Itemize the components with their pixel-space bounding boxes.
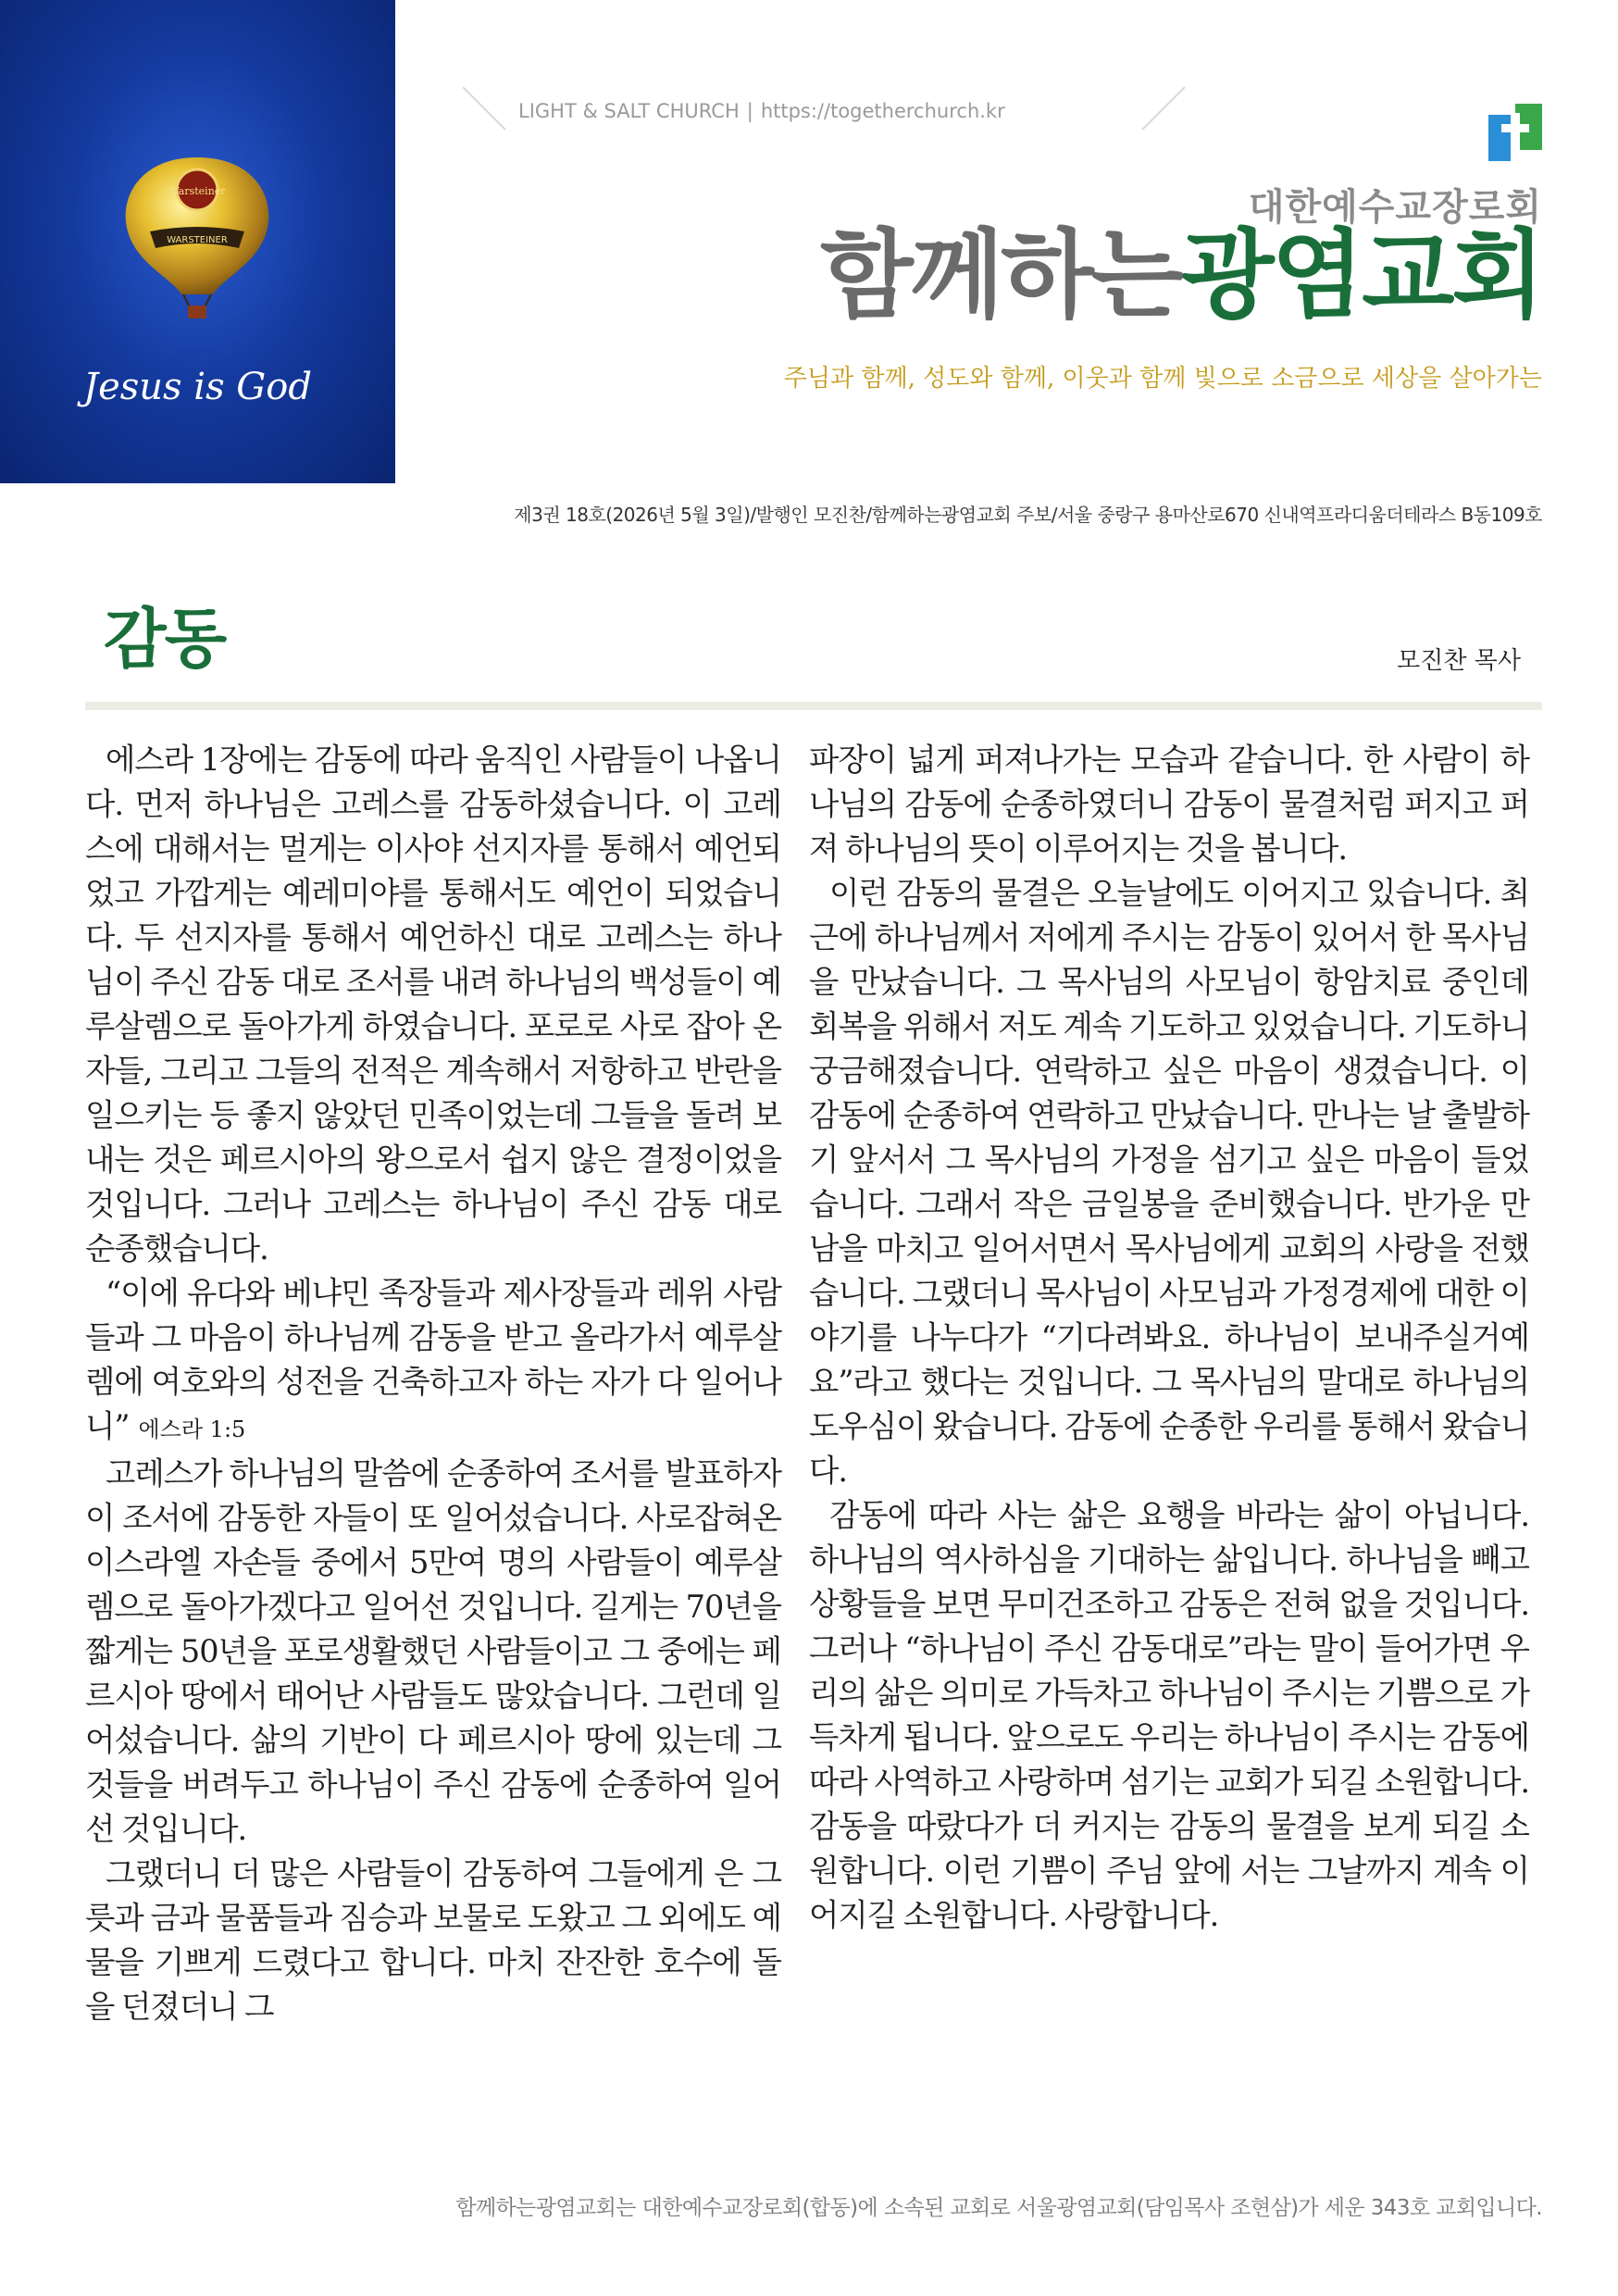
header-topline — [518, 100, 1111, 122]
church-name-part2: 광염교회 — [1181, 218, 1542, 331]
church-name — [820, 218, 1542, 331]
paragraph: 감동에 따라 사는 삶은 요행을 바라는 삶이 아닙니다. 하나님의 역사하심을 기대하는 삶입니다. 하나님을 빼고 상황들을 보면 무미건조하고 감동은 전혀 없을 것입니다. 그러나 “하나님이 주신 감동대로”라는 말이 들어가면 우리의 삶은 의미로 가득차고 하나님이 주시는 기쁨으로 가득차게 됩니다. 앞으로도 우리는 하나님이 주시는 감동에 따라 사역하고 사랑하며 섬기는 교회가 되길 소원합니다. 감동을 따랐다가 더 커지는 감동의 물결을 보게 되길 소원합니다. 이런 기쁨이 주님 앞에 서는 그날까지 계속 이어지길 소원합니다. 사랑합니다. — [809, 1497, 1529, 1933]
quote-text: “이에 유다와 베냐민 족장들과 제사장들과 레위 사람들과 그 마음이 하나님께 감동을 받고 올라가서 예루살렘에 여호와의 성전을 건축하고자 하는 자가 다 일어나니” — [85, 1275, 781, 1444]
balloon-brand-text: Warsteiner — [168, 185, 226, 197]
footer-note: 함께하는광염교회는 대한예수교장로회(합동)에 소속된 교회로 서울광염교회(담임목사 조현삼)가 세운 343호 교회입니다. — [455, 2196, 1542, 2220]
church-cross-logo-icon — [1488, 104, 1542, 168]
article-title: 감동 — [104, 601, 226, 677]
cover-caption: Jesus is God — [83, 366, 312, 408]
decorative-line-left — [463, 81, 518, 137]
title-divider — [85, 702, 1542, 710]
church-url-link[interactable]: https://togetherchurch.kr — [760, 100, 1005, 122]
quote-reference: 에스라 1:5 — [138, 1416, 246, 1442]
church-name-part1: 함께하는 — [820, 218, 1182, 331]
cover-image — [0, 0, 395, 483]
paragraph: 고레스가 하나님의 말씀에 순종하여 조서를 발표하자 이 조서에 감동한 자들이 또 일어섰습니다. 사로잡혀온 이스라엘 자손들 중에서 5만여 명의 사람들이 예루살렘으로 돌아가겠다고 일어선 것입니다. 길게는 70년을 짧게는 50년을 포로생활했던 사람들이고 그 중에는 페르시아 땅에서 태어난 사람들도 많았습니다. 그런데 일어섰습니다. 삶의 기반이 다 페르시아 땅에 있는데 그것들을 버려두고 하나님이 주신 감동에 순종하여 일어선 것입니다. — [85, 1455, 781, 1847]
scripture-quote — [85, 1271, 781, 1452]
article-author: 모진찬 목사 — [1397, 647, 1521, 675]
denomination-name: 대한예수교장로회 — [1248, 186, 1542, 229]
church-motto: 주님과 함께, 성도와 함께, 이웃과 함께 빛으로 소금으로 세상을 살아가는 — [783, 365, 1542, 393]
balloon-band-text: WARSTEINER — [167, 235, 228, 245]
hot-air-balloon-illustration — [0, 0, 395, 483]
topline-separator: | — [746, 100, 753, 122]
decorative-line-right — [1135, 81, 1190, 137]
paragraph-continued: 파장이 넓게 퍼져나가는 모습과 같습니다. 한 사람이 하나님의 감동에 순종하였더니 감동이 물결처럼 퍼지고 퍼져 하나님의 뜻이 이루어지는 것을 봅니다. — [809, 742, 1529, 867]
paragraph: 이런 감동의 물결은 오늘날에도 이어지고 있습니다. 최근에 하나님께서 저에게 주시는 감동이 있어서 한 목사님을 만났습니다. 그 목사님의 사모님이 항암치료 중인데 회복을 위해서 저도 계속 기도하고 있었습니다. 기도하니 궁금해졌습니다. 연락하고 싶은 마음이 생겼습니다. 이 감동에 순종하여 연락하고 만났습니다. 만나는 날 출발하기 앞서서 그 목사님의 가정을 섬기고 싶은 마음이 들었습니다. 그래서 작은 금일봉을 준비했습니다. 반가운 만남을 마치고 일어서면서 목사님에게 교회의 사랑을 전했습니다. 그랬더니 목사님이 사모님과 가정경제에 대한 이야기를 나누다가 “기다려봐요. 하나님이 보내주실거예요”라고 했다는 것입니다. 그 목사님의 말대로 하나님의 도우심이 왔습니다. 감동에 순종한 우리를 통해서 왔습니다. — [809, 875, 1529, 1489]
article-column-left — [85, 738, 781, 2029]
paragraph: 그랬더니 더 많은 사람들이 감동하여 그들에게 은 그릇과 금과 물품들과 짐승과 보물로 도왔고 그 외에도 예물을 기쁘게 드렸다고 합니다. 마치 잔잔한 호수에 돌을 던졌더니 그 — [85, 1855, 781, 2025]
church-english-name: LIGHT & SALT CHURCH — [518, 100, 740, 122]
issue-info: 제3권 18호(2026년 5월 3일)/발행인 모진찬/함께하는광염교회 주보/서울 중랑구 용마산로670 신내역프라디움더테라스 B동109호 — [514, 504, 1542, 526]
paragraph: 에스라 1장에는 감동에 따라 움직인 사람들이 나옵니다. 먼저 하나님은 고레스를 감동하셨습니다. 이 고레스에 대해서는 멀게는 이사야 선지자를 통해서 예언되었고 가깝게는 예레미야를 통해서도 예언이 되었습니다. 두 선지자를 통해서 예언하신 대로 고레스는 하나님이 주신 감동 대로 조서를 내려 하나님의 백성들이 예루살렘으로 돌아가게 하였습니다. 포로로 사로 잡아 온 자들, 그리고 그들의 전적은 계속해서 저항하고 반란을 일으키는 등 좋지 않았던 민족이었는데 그들을 돌려 보내는 것은 페르시아의 왕으로서 쉽지 않은 결정이었을 것입니다. 그러나 고레스는 하나님이 주신 감동 대로 순종했습니다. — [85, 742, 781, 1267]
article-column-right — [809, 738, 1529, 1938]
